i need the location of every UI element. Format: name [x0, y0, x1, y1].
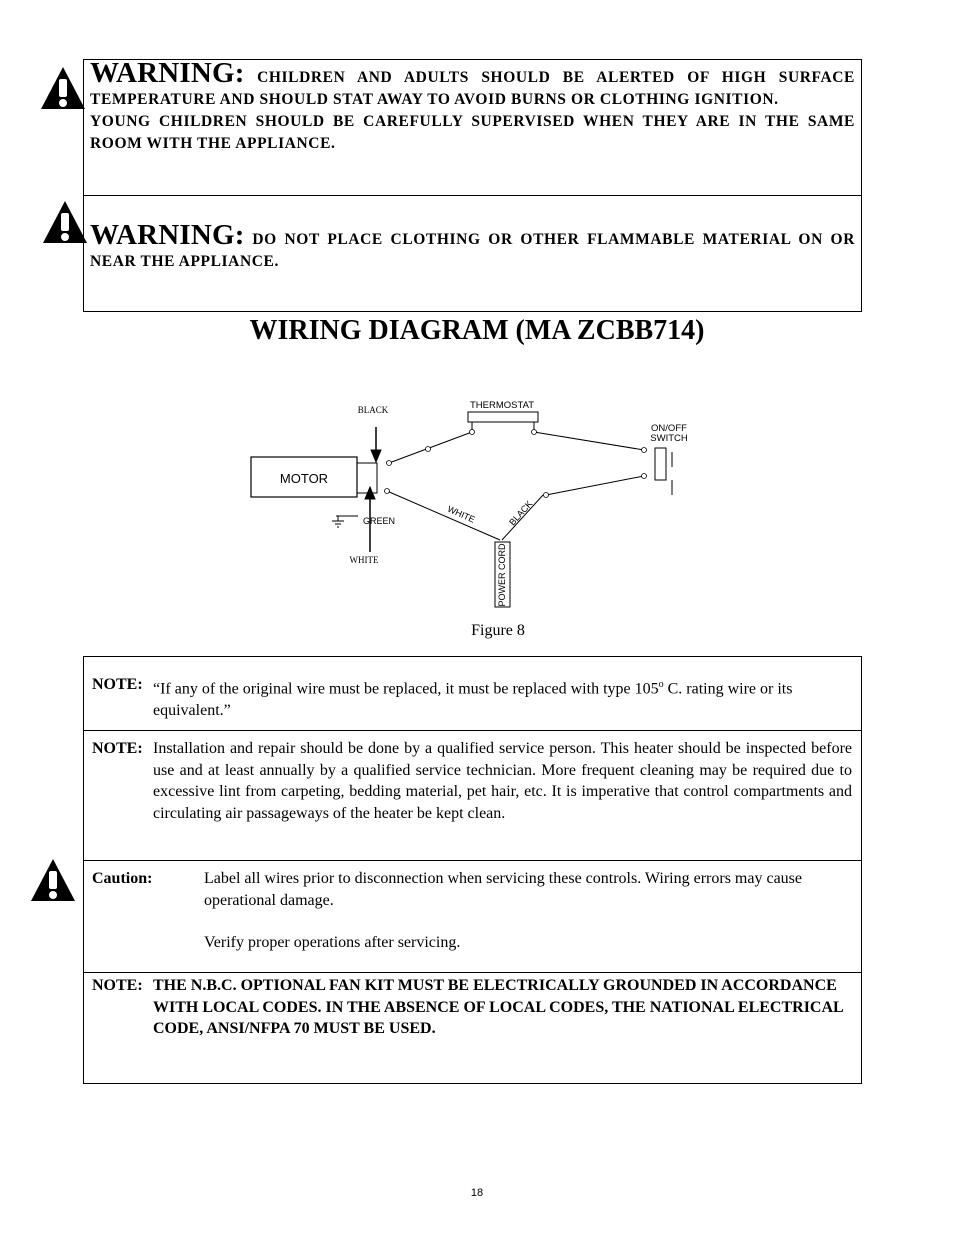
warning-section-2: [90, 219, 855, 273]
white-lead-label: WHITE: [349, 555, 379, 565]
warning-box: [83, 59, 862, 312]
note-text: Installation and repair should be done by a qualified service person. This heater should be inspected before use and at least annually by a qualified service technician. More frequent cleaning may be required due to excessive lint from carpeting, bedding material, pet hair, etc. It is imperative that control compartments and circulating air passageways of the heater be kept clean.: [153, 740, 852, 822]
switch-box: [655, 448, 666, 480]
caution-label: Caution:: [92, 870, 153, 887]
warning-text: DO NOT PLACE CLOTHING OR OTHER FLAMMABLE MATERIAL ON OR NEAR THE APPLIANCE.: [90, 231, 855, 270]
page-number: 18: [470, 1187, 484, 1199]
black-wire-label: BLACK: [507, 498, 535, 528]
note-label: NOTE:: [92, 676, 143, 693]
note-grounding: [84, 975, 861, 1040]
caution-text: Verify proper operations after servicing.: [204, 934, 461, 951]
green-wire-label: GREEN: [362, 516, 396, 526]
divider: [84, 195, 861, 196]
note-text: “If any of the original wire must be replaced, it must be replaced with type 105$^o$ C. rating wire or its equivalent.”: [153, 679, 793, 719]
caution-text: Label all wires prior to disconnection when servicing these controls. Wiring errors may cause operational damage.: [204, 870, 802, 909]
thermostat-label: THERMOSTAT: [469, 400, 535, 411]
warning-section-1: [90, 57, 855, 155]
power-cord-label: POWER CORD: [497, 543, 507, 607]
diagram-title: WIRING DIAGRAM (MA ZCBB714): [249, 315, 705, 346]
arrow-icon: [371, 450, 381, 462]
white-wire-label: WHITE: [445, 503, 477, 525]
wiring-diagram: [240, 392, 710, 614]
note-text: THE N.B.C. OPTIONAL FAN KIT MUST BE ELECTRICALLY GROUNDED IN ACCORDANCE WITH LOCAL CODES. IN THE ABSENCE OF LOCAL CODES, THE NATIONAL ELECTRICAL CODE, ANSI/NFPA 70 MUST BE USED.: [153, 977, 843, 1037]
warning-triangle-icon: [30, 858, 76, 902]
switch-label-line1: ON/OFF: [651, 423, 687, 434]
caution-section: [84, 868, 861, 954]
warning-text: YOUNG CHILDREN SHOULD BE CAREFULLY SUPERVISED WHEN THEY ARE IN THE SAME ROOM WITH THE APPLIANCE.: [90, 113, 855, 152]
divider: [84, 860, 861, 861]
warning-heading: WARNING:: [90, 57, 245, 89]
black-lead-label: BLACK: [357, 405, 389, 415]
switch-label-line2: SWITCH: [650, 433, 688, 444]
figure-caption: Figure 8: [471, 622, 525, 639]
divider: [84, 730, 861, 731]
thermostat-box: [468, 412, 538, 422]
note-installation: [84, 738, 861, 824]
warning-triangle-icon: [42, 200, 88, 244]
warning-heading: WARNING:: [90, 219, 245, 251]
note-wire-replacement: [84, 674, 861, 721]
note-label: NOTE:: [92, 740, 143, 757]
divider: [84, 972, 861, 973]
notes-box: [83, 656, 862, 1084]
motor-label: MOTOR: [279, 471, 329, 486]
motor-terminal-block: [357, 463, 377, 493]
note-label: NOTE:: [92, 977, 143, 994]
warning-text: CHILDREN AND ADULTS SHOULD BE ALERTED OF HIGH SURFACE TEMPERATURE AND SHOULD STAT AWAY TO AVOID BURNS OR CLOTHING IGNITION.: [90, 69, 855, 108]
warning-triangle-icon: [40, 66, 86, 110]
